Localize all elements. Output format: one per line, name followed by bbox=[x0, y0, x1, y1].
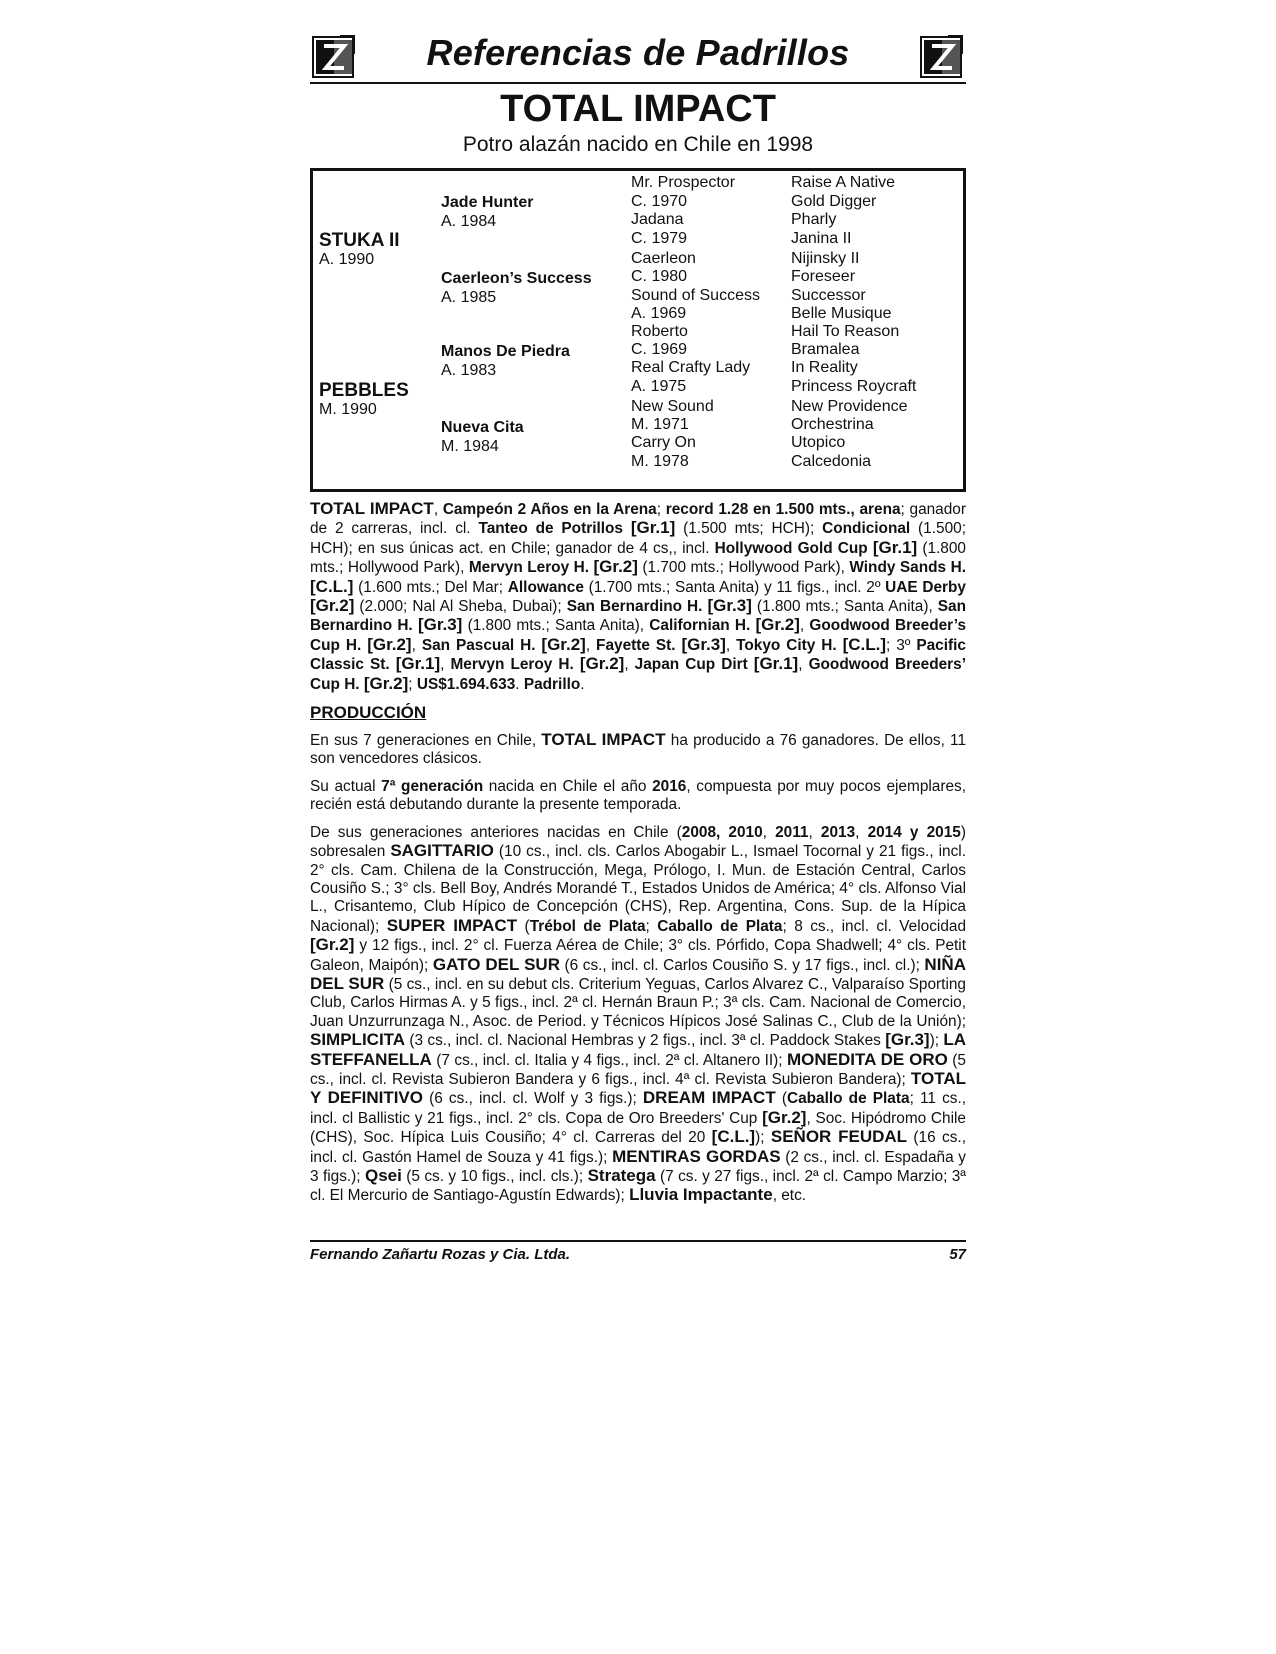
text-run: ) sobresalen bbox=[310, 823, 967, 861]
horse-name-ref: MONEDITA DE ORO bbox=[787, 1049, 948, 1069]
horse-name-ref: SUPER IMPACT bbox=[386, 915, 518, 935]
text-run: , bbox=[585, 636, 597, 654]
ancestor-gen3: Mr. Prospector bbox=[631, 174, 736, 191]
ancestor-gen3: C. 1980 bbox=[631, 268, 688, 285]
page-number: 57 bbox=[949, 1246, 966, 1263]
ancestor-gen4: Utopico bbox=[791, 434, 846, 451]
race-name: US$1.694.633 bbox=[416, 675, 516, 693]
grandparent-name: Manos De Piedra bbox=[441, 343, 570, 360]
race-name: Campeón 2 Años en la Arena bbox=[442, 501, 657, 518]
horse-name-ref: MENTIRAS GORDAS bbox=[612, 1146, 781, 1166]
grade-badge: [C.L.] bbox=[310, 576, 354, 596]
text-run: . bbox=[515, 675, 524, 693]
text-run: , bbox=[411, 636, 422, 654]
grade-badge: [Gr.3] bbox=[885, 1030, 930, 1050]
grade-badge: [Gr.3] bbox=[707, 596, 752, 616]
ancestor-gen3: C. 1969 bbox=[631, 341, 688, 358]
race-name: Condicional bbox=[822, 520, 911, 538]
ancestor-gen4: New Providence bbox=[791, 398, 908, 415]
text-run: , bbox=[808, 823, 821, 841]
text-run: , bbox=[799, 617, 810, 635]
text-run: (1.500; HCH); en sus únicas act. en Chile; ganador de 4 cs,, incl. bbox=[310, 520, 966, 557]
text-run: (6 cs., incl. cl. Wolf y 3 figs.); bbox=[423, 1090, 643, 1108]
grandparent-info: A. 1983 bbox=[441, 362, 497, 379]
page-footer bbox=[310, 1240, 966, 1263]
text-run: (5 cs., incl. en su debut cls. Criterium Yeguas, Carlos Alvarez C., Valparaíso Sporting Club, Carlos Hirmas A. y 5 figs., incl. 2ª cl. Hernán Braun P.; 3ª cls. Cam. Nacional de Comercio, Juan Unzurrunzaga N., Asoc. de Period. y Técnicos Hípicos José Salinas C., Club de la Unión); bbox=[310, 975, 966, 1030]
grade-badge: [Gr.2] bbox=[541, 634, 586, 654]
grade-badge: [Gr.2] bbox=[755, 615, 800, 635]
race-name: UAE Derby bbox=[885, 578, 966, 596]
grandparent-name: Caerleon’s Success bbox=[441, 270, 592, 287]
race-name: 2016 bbox=[652, 777, 687, 795]
horse-name-ref: NIÑA DEL SUR bbox=[310, 954, 966, 993]
ancestor-gen3: M. 1971 bbox=[631, 416, 689, 433]
text-run: ; 3º bbox=[886, 636, 917, 654]
race-name: San Pascual H. bbox=[421, 636, 542, 654]
dam-name: PEBBLES bbox=[319, 380, 409, 401]
race-name: 2008, 2010 bbox=[681, 823, 763, 841]
text-run: ; bbox=[656, 501, 666, 518]
ancestor-gen3: Sound of Success bbox=[631, 287, 760, 304]
horse-name-ref: SAGITTARIO bbox=[390, 841, 494, 861]
grade-badge: [Gr.1] bbox=[630, 518, 676, 538]
sire-name: STUKA II bbox=[319, 230, 400, 251]
grandparent-info: A. 1985 bbox=[441, 289, 497, 306]
race-name: Hollywood Gold Cup bbox=[714, 539, 873, 557]
horse-name-ref: SIMPLICITA bbox=[310, 1030, 406, 1050]
text-run: ( bbox=[517, 917, 530, 935]
grade-badge: [Gr.2] bbox=[593, 557, 638, 577]
pedigree-table bbox=[310, 168, 966, 492]
text-run: ); bbox=[755, 1129, 771, 1147]
race-name: 2011 bbox=[775, 823, 809, 841]
race-name: Goodwood Breeder’s Cup H. bbox=[310, 617, 967, 654]
text-run: (5 cs., incl. cl. Revista Subieron Bandera y 6 figs., incl. 4ª cl. Revista Subieron Bandera); bbox=[310, 1051, 966, 1088]
text-run: , bbox=[440, 656, 451, 674]
text-run: ; 8 cs., incl. cl. Velocidad bbox=[782, 917, 966, 935]
grade-badge: [Gr.3] bbox=[417, 615, 463, 635]
ancestor-gen4: Nijinsky II bbox=[791, 250, 860, 267]
race-name: Mervyn Leroy H. bbox=[450, 656, 580, 674]
ancestor-gen3: Real Crafty Lady bbox=[631, 359, 751, 376]
race-name: Pacific Classic St. bbox=[310, 636, 966, 674]
text-run: (1.600 mts.; Del Mar; bbox=[353, 578, 508, 596]
ancestor-gen3: C. 1979 bbox=[631, 230, 688, 247]
horse-name-ref: TOTAL IMPACT bbox=[310, 499, 434, 518]
race-name: 2014 y 2015 bbox=[867, 823, 961, 841]
race-name: Mervyn Leroy H. bbox=[468, 559, 594, 577]
horse-name-ref: DREAM IMPACT bbox=[642, 1088, 776, 1108]
ancestor-gen4: Gold Digger bbox=[791, 193, 877, 210]
ancestor-gen3: New Sound bbox=[631, 398, 714, 415]
ancestor-gen4: Raise A Native bbox=[791, 174, 896, 191]
text-run: nacida en Chile el año bbox=[483, 777, 653, 795]
race-name: 2013 bbox=[820, 823, 856, 841]
text-run: ha producido a 76 ganadores. De ellos, 11 son vencedores clásicos. bbox=[310, 732, 966, 768]
dam-info: M. 1990 bbox=[319, 401, 377, 418]
horse-subtitle: Potro alazán nacido en Chile en 1998 bbox=[462, 133, 814, 156]
text-run: , bbox=[433, 501, 443, 518]
race-name: Caballo de Plata bbox=[657, 917, 783, 935]
logo-icon bbox=[920, 34, 964, 80]
text-run: (1.700 mts.; Hollywood Park), bbox=[637, 559, 850, 577]
text-run: (1.800 mts.; Santa Anita), bbox=[462, 617, 650, 635]
race-name: Windy Sands H. bbox=[849, 559, 966, 577]
text-run: (1.800 mts.; Santa Anita), bbox=[751, 598, 938, 616]
grade-badge: [C.L.] bbox=[711, 1127, 756, 1147]
text-run: , bbox=[798, 656, 809, 674]
horse-name-ref: Stratega bbox=[587, 1166, 656, 1185]
ancestor-gen3: Caerleon bbox=[631, 250, 696, 267]
text-run: De sus generaciones anteriores nacidas en Chile ( bbox=[310, 823, 682, 841]
grade-badge: [Gr.1] bbox=[872, 537, 918, 557]
ancestor-gen3: Jadana bbox=[631, 211, 684, 228]
text-run: . bbox=[580, 675, 585, 693]
grandparent-name: Nueva Cita bbox=[441, 419, 524, 436]
ancestor-gen3: Carry On bbox=[631, 434, 696, 451]
race-name: Fayette St. bbox=[596, 636, 682, 654]
horse-name-ref: GATO DEL SUR bbox=[432, 954, 560, 974]
text-run: (2.000; Nal Al Sheba, Dubai); bbox=[354, 598, 567, 616]
grade-badge: [Gr.2] bbox=[367, 634, 412, 654]
race-name: Caballo de Plata bbox=[786, 1090, 910, 1108]
race-name: record 1.28 en 1.500 mts., arena bbox=[665, 501, 901, 518]
grade-badge: [C.L.] bbox=[842, 634, 887, 654]
record-text bbox=[310, 500, 966, 694]
text-run: ; ganador de 2 carreras, incl. cl. bbox=[310, 501, 966, 538]
race-name: Allowance bbox=[507, 578, 584, 596]
race-name: Trébol de Plata bbox=[529, 917, 646, 935]
text-run: (1.500 mts; HCH); bbox=[675, 520, 823, 538]
grade-badge: [Gr.2] bbox=[310, 596, 355, 616]
horse-name-ref: TOTAL Y DEFINITIVO bbox=[310, 1068, 966, 1108]
page-title: Referencias de Padrillos bbox=[426, 32, 850, 73]
text-run: ); bbox=[929, 1032, 944, 1050]
text-run: y 12 figs., incl. 2° cl. Fuerza Aérea de Chile; 3° cls. Pórfido, Copa Shadwell; 4° cls. Petit Galeon, Maipón); bbox=[310, 937, 966, 974]
sire-info: A. 1990 bbox=[319, 251, 375, 268]
text-run: Su actual bbox=[310, 777, 382, 795]
horse-name-ref: Qsei bbox=[365, 1166, 402, 1185]
ancestor-gen4: Belle Musique bbox=[791, 305, 892, 322]
grade-badge: [Gr.2] bbox=[363, 673, 409, 693]
grade-badge: [Gr.2] bbox=[310, 935, 355, 955]
text-run: ( bbox=[775, 1090, 787, 1108]
text-run: (7 cs. y 27 figs., incl. 2ª cl. Campo Marzio; 3ª cl. El Mercurio de Santiago-Agustín Edwards); bbox=[310, 1168, 967, 1205]
text-run: ; 11 cs., incl. cl Ballistic y 21 figs., incl. 2° cls. Copa de Oro Breeders' Cup bbox=[310, 1090, 967, 1127]
ancestor-gen3: M. 1978 bbox=[631, 453, 689, 470]
production-text bbox=[310, 731, 966, 1206]
race-name: Californian H. bbox=[649, 617, 756, 635]
text-run: , bbox=[855, 823, 868, 841]
ancestor-gen4: Calcedonia bbox=[791, 453, 872, 470]
horse-name-ref: TOTAL IMPACT bbox=[541, 730, 666, 750]
grandparent-info: A. 1984 bbox=[441, 213, 497, 230]
race-name: Tanteo de Potrillos bbox=[478, 520, 631, 538]
production-heading: PRODUCCIÓN bbox=[310, 703, 427, 723]
race-name: San Bernardino H. bbox=[310, 598, 966, 635]
ancestor-gen4: Princess Roycraft bbox=[791, 378, 917, 395]
text-run: (2 cs., incl. cl. Espadaña y 3 figs.); bbox=[310, 1148, 967, 1185]
ancestor-gen4: Foreseer bbox=[791, 268, 856, 285]
grade-badge: [Gr.1] bbox=[753, 654, 799, 674]
race-name: San Bernardino H. bbox=[566, 598, 708, 616]
grade-badge: [Gr.1] bbox=[395, 654, 441, 674]
text-run: (16 cs., incl. cl. Gastón Hamel de Souza y 41 figs.); bbox=[310, 1129, 966, 1166]
text-run: , etc. bbox=[772, 1187, 807, 1205]
ancestor-gen3: A. 1969 bbox=[631, 305, 687, 322]
text-run: ; bbox=[645, 917, 658, 935]
race-name: Tokyo City H. bbox=[736, 636, 843, 654]
text-run: ; bbox=[408, 675, 417, 693]
text-run: , bbox=[725, 636, 737, 654]
horse-name-ref: SEÑOR FEUDAL bbox=[770, 1127, 908, 1147]
ancestor-gen4: Pharly bbox=[791, 211, 837, 228]
ancestor-gen4: Janina II bbox=[791, 230, 852, 247]
text-run: (10 cs., incl. cls. Carlos Abogabir L., Ismael Tocornal y 21 figs., incl. 2° cls. Cam. Chilena de la Construcción, Mega, Prólogo, I. Mun. de Estación Central, Carlos Cousiño S.; 3° cls. Bell Boy, Andrés Morandé T., Estados Unidos de América; 4° cls. Alfonso Vial L., Crisantemo, Club Hípico de Concepción (CHS), Rep. Argentina, Cons. Sup. de la Hípica Nacional); bbox=[310, 843, 966, 935]
grade-badge: [Gr.3] bbox=[681, 634, 726, 654]
text-run: (3 cs., incl. cl. Nacional Hembras y 2 figs., incl. 3ª cl. Paddock Stakes bbox=[405, 1032, 886, 1050]
ancestor-gen4: Orchestrina bbox=[791, 416, 874, 433]
text-run: , bbox=[624, 656, 635, 674]
page bbox=[310, 30, 967, 1263]
text-run: (6 cs., incl. cl. Carlos Cousiño S. y 17 figs., incl. cl.); bbox=[559, 956, 925, 974]
text-run: (7 cs., incl. cl. Italia y 4 figs., incl. 2ª cl. Altanero II); bbox=[431, 1051, 787, 1069]
page-header bbox=[310, 30, 966, 86]
ancestor-gen3: Roberto bbox=[631, 323, 688, 340]
ancestor-gen4: Successor bbox=[791, 287, 866, 304]
grade-badge: [Gr.2] bbox=[762, 1107, 807, 1127]
race-name: 7ª generación bbox=[381, 777, 484, 795]
horse-name: TOTAL IMPACT bbox=[500, 88, 776, 130]
race-name: Goodwood Breeders’ Cup H. bbox=[310, 656, 966, 693]
ancestor-gen4: Bramalea bbox=[791, 341, 860, 358]
ancestor-gen4: In Reality bbox=[791, 359, 858, 376]
ancestor-gen3: A. 1975 bbox=[631, 378, 687, 395]
footer-publisher: Fernando Zañartu Rozas y Cia. Ltda. bbox=[310, 1246, 571, 1263]
race-name: Japan Cup Dirt bbox=[634, 656, 754, 674]
text-run: , bbox=[762, 823, 776, 841]
grandparent-info: M. 1984 bbox=[441, 438, 499, 455]
text-run: En sus 7 generaciones en Chile, bbox=[310, 732, 542, 750]
text-run: (5 cs. y 10 figs., incl. cls.); bbox=[401, 1168, 588, 1185]
grandparent-name: Jade Hunter bbox=[441, 194, 534, 211]
race-name: Padrillo bbox=[523, 675, 581, 693]
grade-badge: [Gr.2] bbox=[579, 654, 625, 674]
text-run: (1.800 mts.; Hollywood Park), bbox=[310, 539, 966, 577]
ancestor-gen3: C. 1970 bbox=[631, 193, 688, 210]
horse-name-ref: LA STEFFANELLA bbox=[310, 1030, 966, 1069]
ancestor-gen4: Hail To Reason bbox=[791, 323, 900, 340]
text-run: , Soc. Hipódromo Chile (CHS), Soc. Hípica Luis Cousiño; 4° cl. Carreras del 20 bbox=[310, 1109, 966, 1147]
horse-name-ref: Lluvia Impactante bbox=[629, 1185, 773, 1205]
header-rule bbox=[310, 82, 966, 84]
text-run: , compuesta por muy pocos ejemplares, recién está debutando durante la presente temporada. bbox=[310, 777, 967, 814]
text-run: (1.700 mts.; Santa Anita) y 11 figs., incl. 2º bbox=[583, 578, 886, 596]
